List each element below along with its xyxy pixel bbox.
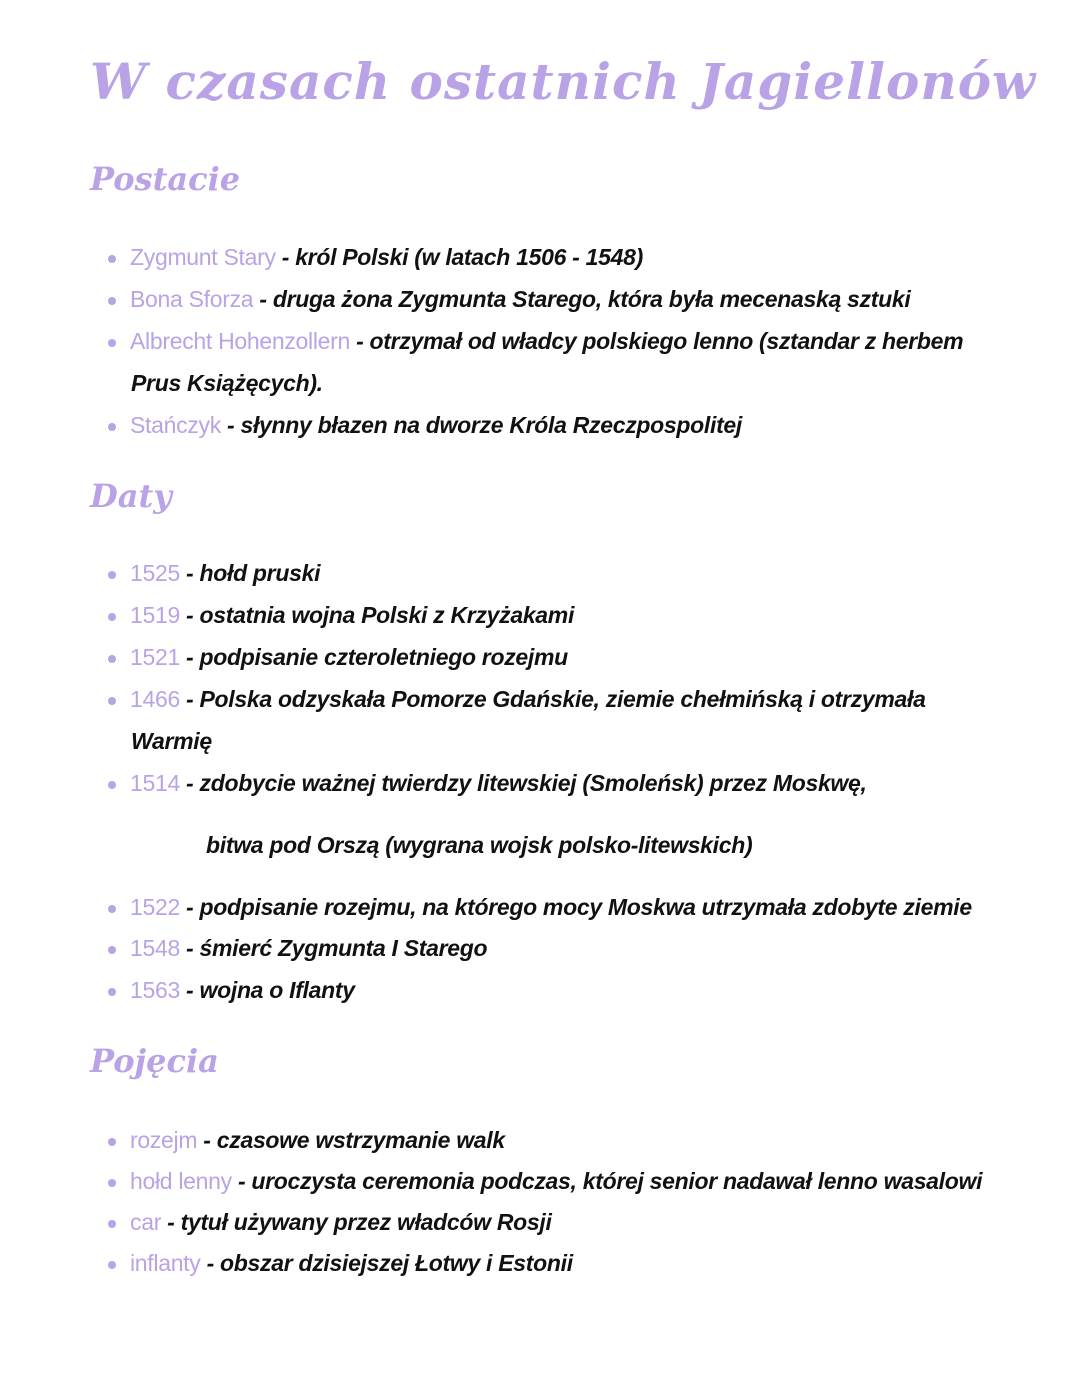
- bullet-icon: [108, 571, 116, 579]
- list-item: [108, 1166, 982, 1196]
- description: - słynny błazen na dworze Króla Rzeczpospolitej: [220, 412, 743, 438]
- list-item: [108, 1207, 552, 1237]
- bullet-icon: [108, 655, 116, 663]
- bullet-icon: [108, 1220, 116, 1228]
- section-heading-daty: Daty: [90, 477, 172, 515]
- description: - obszar dzisiejszej Łotwy i Estonii: [200, 1250, 573, 1276]
- list-item: [108, 326, 963, 356]
- description: - zdobycie ważnej twierdzy litewskiej (Smoleńsk) przez Moskwę,: [179, 770, 867, 796]
- term: Albrecht Hohenzollern: [130, 328, 350, 354]
- list-item-continuation: Warmię: [131, 728, 212, 754]
- term: Stańczyk: [130, 412, 221, 438]
- description: - czasowe wstrzymanie walk: [197, 1127, 505, 1153]
- list-item: [108, 768, 867, 798]
- list-item: [108, 684, 926, 714]
- description: - śmierć Zygmunta I Starego: [179, 935, 488, 961]
- bullet-icon: [108, 1138, 116, 1146]
- list-item: [108, 1125, 505, 1155]
- term: Zygmunt Stary: [130, 244, 276, 270]
- term: rozejm: [130, 1127, 198, 1153]
- list-item: [108, 284, 910, 314]
- list-item: [108, 642, 568, 672]
- bullet-icon: [108, 781, 116, 789]
- term: 1514: [130, 770, 180, 796]
- term: Bona Sforza: [130, 286, 254, 312]
- list-item: [108, 975, 355, 1005]
- description: - podpisanie czteroletniego rozejmu: [179, 644, 568, 670]
- section-heading-postacie: Postacie: [90, 160, 241, 198]
- description: - wojna o Iflanty: [179, 977, 355, 1003]
- bullet-icon: [108, 613, 116, 621]
- bullet-icon: [108, 339, 116, 347]
- list-item: [108, 242, 643, 272]
- bullet-icon: [108, 255, 116, 263]
- term: 1519: [130, 602, 180, 628]
- bullet-icon: [108, 1261, 116, 1269]
- description: - Polska odzyskała Pomorze Gdańskie, ziemie chełmińską i otrzymała: [179, 686, 926, 712]
- bullet-icon: [108, 1179, 116, 1187]
- bullet-icon: [108, 423, 116, 431]
- bullet-icon: [108, 988, 116, 996]
- term: 1521: [130, 644, 180, 670]
- description: - druga żona Zygmunta Starego, która była mecenaską sztuki: [253, 286, 911, 312]
- list-item-continuation: bitwa pod Orszą (wygrana wojsk polsko-litewskich): [206, 832, 753, 858]
- bullet-icon: [108, 946, 116, 954]
- term: 1525: [130, 560, 180, 586]
- list-item: [108, 933, 487, 963]
- list-item: [108, 892, 972, 922]
- term: hołd lenny: [130, 1168, 232, 1194]
- page-title: W czasach ostatnich Jagiellonów: [90, 52, 1037, 111]
- bullet-icon: [108, 697, 116, 705]
- section-heading-pojecia: Pojęcia: [90, 1042, 219, 1080]
- list-item: [108, 1248, 573, 1278]
- term: car: [130, 1209, 162, 1235]
- list-item: [108, 410, 742, 440]
- description: - tytuł używany przez władców Rosji: [161, 1209, 552, 1235]
- term: 1522: [130, 894, 180, 920]
- term: inflanty: [130, 1250, 201, 1276]
- bullet-icon: [108, 297, 116, 305]
- description: - otrzymał od władcy polskiego lenno (sztandar z herbem: [350, 328, 964, 354]
- term: 1563: [130, 977, 180, 1003]
- description: - ostatnia wojna Polski z Krzyżakami: [179, 602, 575, 628]
- description: - podpisanie rozejmu, na którego mocy Moskwa utrzymała zdobyte ziemie: [179, 894, 972, 920]
- term: 1466: [130, 686, 180, 712]
- list-item-continuation: Prus Książęcych).: [131, 370, 323, 396]
- description: - król Polski (w latach 1506 - 1548): [275, 244, 643, 270]
- description: - hołd pruski: [179, 560, 321, 586]
- description: - uroczysta ceremonia podczas, której senior nadawał lenno wasalowi: [231, 1168, 983, 1194]
- list-item: [108, 558, 320, 588]
- bullet-icon: [108, 905, 116, 913]
- term: 1548: [130, 935, 180, 961]
- list-item: [108, 600, 574, 630]
